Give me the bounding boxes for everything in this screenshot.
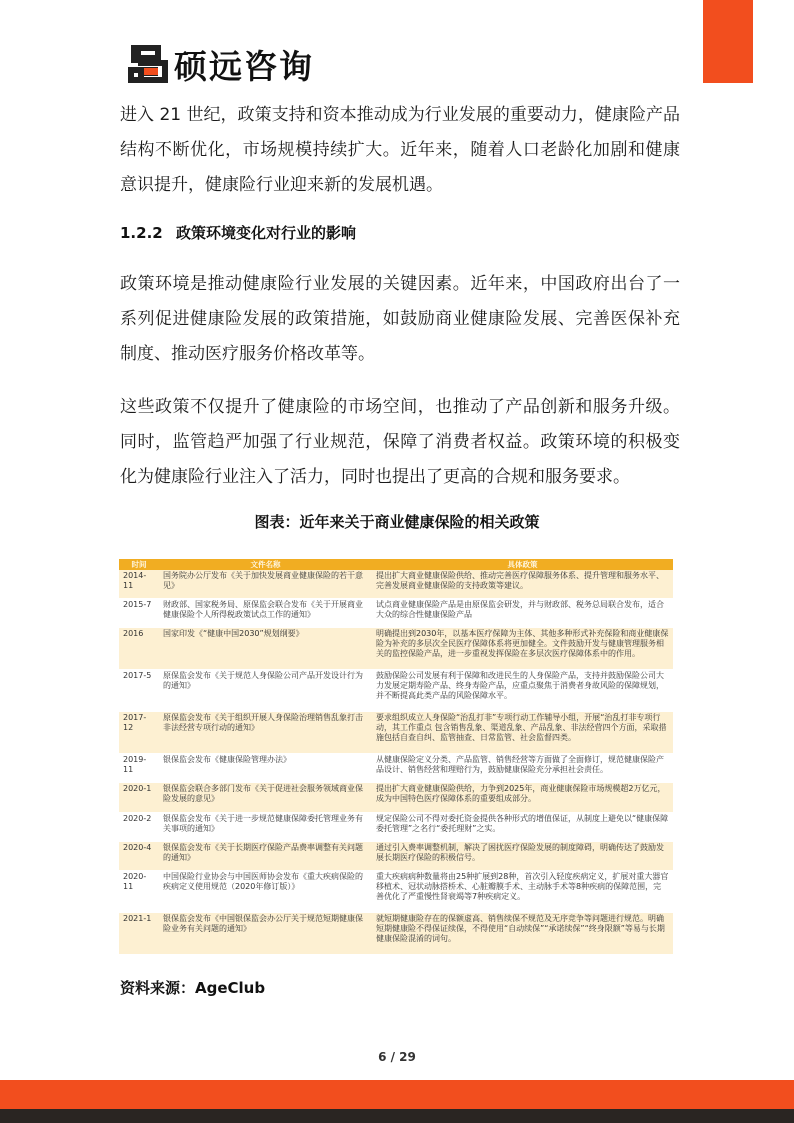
paragraph-1: 政策环境是推动健康险行业发展的关键因素。近年来，中国政府出台了一系列促进健康险发展的政策措施，如鼓励商业健康险发展、完善医保补充制度、推动医疗服务价格改革等。 bbox=[120, 274, 680, 364]
row-time: 2021-1 bbox=[119, 913, 159, 955]
row-policy: 通过引入费率调整机制，解决了困扰医疗保险发展的制度障碍，明确传达了鼓励发展长期医疗保险的积极信号。 bbox=[372, 841, 673, 870]
row-time: 2017-5 bbox=[119, 670, 159, 712]
footer-band bbox=[0, 1080, 794, 1109]
row-policy: 从健康保险定义分类、产品监管、销售经营等方面做了全面修订，规范健康保险产品设计、销售经营和理赔行为，鼓励健康保险充分承担社会责任。 bbox=[372, 754, 673, 783]
table-row bbox=[119, 628, 673, 670]
table-header-time: 时间 bbox=[119, 559, 159, 570]
brand-name: 硕远咨询 bbox=[174, 46, 314, 86]
row-policy: 要求组织成立人身保险“治乱打非”专项行动工作辅导小组，开展“治乱打非专项行动，其工作重点 包含销售乱象、渠道乱象、产品乱象、非法经营四个方面，采取措施包括自查自纠、监管抽查、日常监管、社会监督四类。 bbox=[372, 712, 673, 754]
table-row bbox=[119, 871, 673, 913]
row-time: 2020-11 bbox=[119, 871, 159, 913]
row-time: 2019-11 bbox=[119, 754, 159, 783]
table-row bbox=[119, 712, 673, 754]
row-document: 财政部、国家税务局、原保监会联合发布《关于开展商业健康保险个人所得税政策试点工作的通知》 bbox=[159, 599, 372, 628]
row-document: 中国保险行业协会与中国医师协会发布《重大疾病保险的疾病定义使用规范（2020年修订版）》 bbox=[159, 871, 372, 913]
row-time: 2020-1 bbox=[119, 783, 159, 812]
footer-bottom-bar bbox=[0, 1109, 794, 1123]
row-document: 原保监会发布《关于规范人身保险公司产品开发设计行为的通知》 bbox=[159, 670, 372, 712]
table-row bbox=[119, 812, 673, 841]
page-number: 6 / 29 bbox=[378, 1050, 416, 1064]
row-policy: 试点商业健康保险产品是由原保监会研发，并与财政部、税务总局联合发布，适合大众的综合性健康保险产品 bbox=[372, 599, 673, 628]
table-row bbox=[119, 913, 673, 955]
policy-table bbox=[119, 559, 673, 955]
row-policy: 规定保险公司不得对委托资金提供各种形式的增值保证，从制度上避免以“健康保障委托管理”之名行“委托理财”之实。 bbox=[372, 812, 673, 841]
paragraph-2: 这些政策不仅提升了健康险的市场空间，也推动了产品创新和服务升级。同时，监管趋严加强了行业规范，保障了消费者权益。政策环境的积极变化为健康险行业注入了活力，同时也提出了更高的合规和服务要求。 bbox=[120, 397, 680, 487]
row-time: 2016 bbox=[119, 628, 159, 670]
row-document: 国家印发《“健康中国2030”规划纲要》 bbox=[159, 628, 372, 670]
row-document: 银保监会发布《健康保险管理办法》 bbox=[159, 754, 372, 783]
section-heading bbox=[120, 222, 356, 243]
intro-paragraph: 进入 21 世纪，政策支持和资本推动成为行业发展的重要动力，健康险产品结构不断优化，市场规模持续扩大。近年来，随着人口老龄化加剧和健康意识提升，健康险行业迎来新的发展机遇。 bbox=[120, 105, 680, 195]
section-title: 政策环境变化对行业的影响 bbox=[175, 224, 356, 242]
row-document: 银保监会联合多部门发布《关于促进社会服务领域商业保险发展的意见》 bbox=[159, 783, 372, 812]
row-document: 原保监会发布《关于组织开展人身保险治理销售乱象打击非法经营专项行动的通知》 bbox=[159, 712, 372, 754]
table-row bbox=[119, 754, 673, 783]
row-document: 银保监会发布《关于长期医疗保险产品费率调整有关问题的通知》 bbox=[159, 841, 372, 870]
table-row bbox=[119, 841, 673, 870]
brand-logo bbox=[128, 40, 314, 88]
row-policy: 提出扩大商业健康保险供给，力争到2025年，商业健康保险市场规模超2万亿元，成为中国特色医疗保障体系的重要组成部分。 bbox=[372, 783, 673, 812]
table-caption: 图表：近年来关于商业健康保险的相关政策 bbox=[254, 513, 540, 531]
table-header-policy: 具体政策 bbox=[372, 559, 673, 570]
table-row bbox=[119, 599, 673, 628]
table-row bbox=[119, 783, 673, 812]
row-policy: 明确提出到2030年，以基本医疗保障为主体、其他多种形式补充保险和商业健康保险为补充的多层次全民医疗保障体系将更加健全。文件鼓励开发与健康管理服务相关的监控保险产品，进一步重视发挥保险在多层次医疗保障体系中的作用。 bbox=[372, 628, 673, 670]
row-time: 2014-11 bbox=[119, 570, 159, 599]
row-document: 国务院办公厅发布《关于加快发展商业健康保险的若干意见》 bbox=[159, 570, 372, 599]
policy-table-container bbox=[119, 559, 673, 955]
row-policy: 提出扩大商业健康保险供给、推动完善医疗保障服务体系、提升管理和服务水平、完善发展商业健康保险的支持政策等建议。 bbox=[372, 570, 673, 599]
row-policy: 就短期健康险存在的保额虚高、销售续保不规范及无序竞争等问题进行规范。明确短期健康险不得保证续保，不得使用“自动续保”“承诺续保”“终身限额”等易与长期健康保险混淆的词句。 bbox=[372, 913, 673, 955]
row-time: 2015-7 bbox=[119, 599, 159, 628]
row-policy: 鼓励保险公司发展有利于保障和改进民生的人身保险产品，支持并鼓励保险公司大力发展定期寿险产品、终身寿险产品，应重点聚焦于消费者身故风险的保障规划，并不断提高此类产品的风险保障水平。 bbox=[372, 670, 673, 712]
table-row bbox=[119, 570, 673, 599]
data-source: 资料来源：AgeClub bbox=[120, 979, 266, 997]
table-row bbox=[119, 670, 673, 712]
corner-accent-block bbox=[703, 0, 753, 83]
row-time: 2020-4 bbox=[119, 841, 159, 870]
row-time: 2020-2 bbox=[119, 812, 159, 841]
row-document: 银保监会发布《关于进一步规范健康保障委托管理业务有关事项的通知》 bbox=[159, 812, 372, 841]
section-number: 1.2.2 bbox=[120, 224, 163, 242]
row-document: 银保监会发布《中国银保监会办公厅关于规范短期健康保险业务有关问题的通知》 bbox=[159, 913, 372, 955]
table-header-document: 文件名称 bbox=[159, 559, 372, 570]
table-header-row bbox=[119, 559, 673, 570]
row-time: 2017-12 bbox=[119, 712, 159, 754]
row-policy: 重大疾病病种数量将由25种扩展到28种，首次引入轻度疾病定义，扩展对重大器官移植术、冠状动脉搭桥术、心脏瓣膜手术、主动脉手术等8种疾病的保障范围，完善优化了严重慢性肾衰竭等7种疾病定义。 bbox=[372, 871, 673, 913]
brand-logo-icon bbox=[128, 44, 168, 84]
